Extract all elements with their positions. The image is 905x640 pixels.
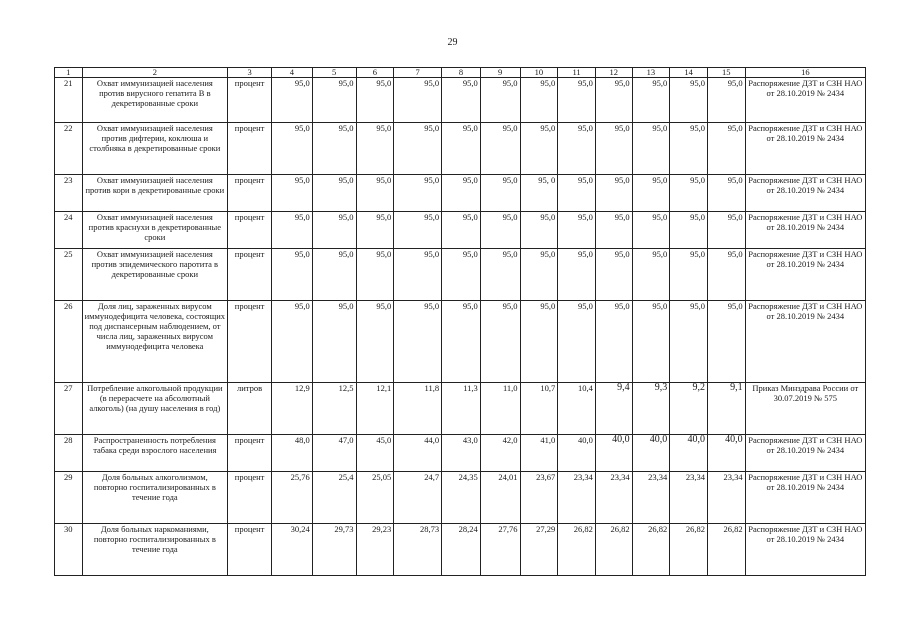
value-cell: 95,0 [707, 78, 745, 123]
table-row [55, 249, 866, 301]
value-cell: 95,0 [442, 249, 481, 301]
value-cell: 95,0 [312, 78, 356, 123]
value-cell: 95,0 [312, 249, 356, 301]
value-cell: 40,0 [558, 435, 596, 472]
row-number: 24 [55, 212, 83, 249]
source-document: Распоряжение ДЗТ и СЗН НАО от 28.10.2019 № 2434 [745, 123, 865, 175]
indicator-name: Доля лиц, зараженных вирусом иммунодефицита человека, состоящих под диспансерным наблюдением, от числа лиц, зараженных вирусом иммунодефицита человека [82, 301, 228, 383]
unit-cell: процент [228, 524, 272, 576]
source-document: Распоряжение ДЗТ и СЗН НАО от 28.10.2019 № 2434 [745, 249, 865, 301]
value-cell: 95,0 [520, 249, 558, 301]
value-cell: 45,0 [356, 435, 394, 472]
row-number: 29 [55, 472, 83, 524]
value-cell: 26,82 [707, 524, 745, 576]
indicator-name: Доля больных алкоголизмом, повторно госпитализированных в течение года [82, 472, 228, 524]
unit-cell: процент [228, 249, 272, 301]
indicator-name: Охват иммунизацией населения против дифтерии, коклюша и столбняка в декретированные сроки [82, 123, 228, 175]
value-cell: 95,0 [707, 175, 745, 212]
value-cell: 95,0 [632, 301, 670, 383]
value-cell: 95,0 [480, 78, 520, 123]
column-header: 1 [55, 68, 83, 78]
column-header: 12 [595, 68, 632, 78]
row-number: 25 [55, 249, 83, 301]
value-cell: 26,82 [632, 524, 670, 576]
page-number: 29 [447, 37, 458, 48]
value-cell: 9,2 [670, 383, 708, 435]
source-document: Распоряжение ДЗТ и СЗН НАО от 28.10.2019 № 2434 [745, 175, 865, 212]
value-cell: 28,73 [394, 524, 442, 576]
source-document: Распоряжение ДЗТ и СЗН НАО от 28.10.2019 № 2434 [745, 435, 865, 472]
unit-cell: литров [228, 383, 272, 435]
column-header: 7 [394, 68, 442, 78]
column-header: 3 [228, 68, 272, 78]
value-cell: 10,4 [558, 383, 596, 435]
column-header: 14 [670, 68, 708, 78]
value-cell: 23,34 [670, 472, 708, 524]
value-cell: 95,0 [520, 212, 558, 249]
value-cell: 95,0 [670, 249, 708, 301]
row-number: 28 [55, 435, 83, 472]
value-cell: 95,0 [707, 301, 745, 383]
value-cell: 95,0 [595, 249, 632, 301]
value-cell: 95,0 [558, 301, 596, 383]
source-document: Приказ Минздрава России от 30.07.2019 № 575 [745, 383, 865, 435]
value-cell: 95,0 [442, 123, 481, 175]
value-cell: 12,5 [312, 383, 356, 435]
value-cell: 41,0 [520, 435, 558, 472]
value-cell: 24,7 [394, 472, 442, 524]
value-cell: 9,1 [707, 383, 745, 435]
table-row [55, 383, 866, 435]
table-row [55, 524, 866, 576]
value-cell: 95,0 [271, 123, 312, 175]
value-cell: 95,0 [632, 249, 670, 301]
value-cell: 23,67 [520, 472, 558, 524]
value-cell: 28,24 [442, 524, 481, 576]
value-cell: 95,0 [356, 78, 394, 123]
value-cell: 29,23 [356, 524, 394, 576]
table-row [55, 175, 866, 212]
value-cell: 24,01 [480, 472, 520, 524]
value-cell: 95,0 [520, 123, 558, 175]
value-cell: 26,82 [670, 524, 708, 576]
column-header: 2 [82, 68, 228, 78]
value-cell: 11,0 [480, 383, 520, 435]
value-cell: 95,0 [442, 78, 481, 123]
value-cell: 95,0 [271, 175, 312, 212]
unit-cell: процент [228, 212, 272, 249]
row-number: 22 [55, 123, 83, 175]
value-cell: 95,0 [394, 301, 442, 383]
value-cell: 95,0 [271, 78, 312, 123]
value-cell: 95,0 [356, 249, 394, 301]
value-cell: 95,0 [271, 212, 312, 249]
value-cell: 95,0 [312, 123, 356, 175]
source-document: Распоряжение ДЗТ и СЗН НАО от 28.10.2019 № 2434 [745, 524, 865, 576]
table-row [55, 78, 866, 123]
value-cell: 42,0 [480, 435, 520, 472]
value-cell: 9,3 [632, 383, 670, 435]
value-cell: 12,9 [271, 383, 312, 435]
table-header-row [55, 68, 866, 78]
value-cell: 95,0 [670, 123, 708, 175]
value-cell: 23,34 [558, 472, 596, 524]
value-cell: 95,0 [271, 301, 312, 383]
value-cell: 23,34 [632, 472, 670, 524]
value-cell: 95,0 [632, 212, 670, 249]
table-row [55, 212, 866, 249]
value-cell: 95,0 [394, 78, 442, 123]
value-cell: 23,34 [595, 472, 632, 524]
value-cell: 25,4 [312, 472, 356, 524]
value-cell: 95,0 [707, 123, 745, 175]
unit-cell: процент [228, 123, 272, 175]
unit-cell: процент [228, 435, 272, 472]
value-cell: 95,0 [558, 212, 596, 249]
value-cell: 95,0 [312, 175, 356, 212]
value-cell: 95,0 [394, 123, 442, 175]
value-cell: 27,76 [480, 524, 520, 576]
column-header: 4 [271, 68, 312, 78]
column-header: 15 [707, 68, 745, 78]
value-cell: 30,24 [271, 524, 312, 576]
column-header: 6 [356, 68, 394, 78]
value-cell: 95,0 [356, 301, 394, 383]
value-cell: 95,0 [670, 301, 708, 383]
value-cell: 95,0 [595, 123, 632, 175]
value-cell: 25,05 [356, 472, 394, 524]
value-cell: 95,0 [707, 212, 745, 249]
value-cell: 23,34 [707, 472, 745, 524]
value-cell: 44,0 [394, 435, 442, 472]
table-row [55, 123, 866, 175]
column-header: 13 [632, 68, 670, 78]
table-row [55, 301, 866, 383]
column-header: 11 [558, 68, 596, 78]
value-cell: 95,0 [670, 212, 708, 249]
value-cell: 95,0 [442, 212, 481, 249]
value-cell: 95,0 [480, 212, 520, 249]
indicator-name: Охват иммунизацией населения против эпидемического паротита в декретированные сроки [82, 249, 228, 301]
value-cell: 95,0 [394, 212, 442, 249]
value-cell: 40,0 [707, 435, 745, 472]
value-cell: 11,3 [442, 383, 481, 435]
row-number: 27 [55, 383, 83, 435]
source-document: Распоряжение ДЗТ и СЗН НАО от 28.10.2019 № 2434 [745, 78, 865, 123]
value-cell: 95,0 [632, 175, 670, 212]
column-header: 10 [520, 68, 558, 78]
indicator-name: Охват иммунизацией населения против краснухи в декретированные сроки [82, 212, 228, 249]
unit-cell: процент [228, 301, 272, 383]
source-document: Распоряжение ДЗТ и СЗН НАО от 28.10.2019 № 2434 [745, 472, 865, 524]
indicator-name: Охват иммунизацией населения против кори в декретированные сроки [82, 175, 228, 212]
value-cell: 95,0 [670, 78, 708, 123]
value-cell: 9,4 [595, 383, 632, 435]
value-cell: 95,0 [595, 301, 632, 383]
source-document: Распоряжение ДЗТ и СЗН НАО от 28.10.2019 № 2434 [745, 212, 865, 249]
value-cell: 95,0 [480, 249, 520, 301]
source-document: Распоряжение ДЗТ и СЗН НАО от 28.10.2019 № 2434 [745, 301, 865, 383]
value-cell: 95,0 [632, 123, 670, 175]
unit-cell: процент [228, 472, 272, 524]
value-cell: 95,0 [558, 78, 596, 123]
value-cell: 95,0 [442, 301, 481, 383]
value-cell: 43,0 [442, 435, 481, 472]
value-cell: 95,0 [394, 175, 442, 212]
value-cell: 40,0 [670, 435, 708, 472]
value-cell: 95,0 [356, 212, 394, 249]
indicator-name: Распространенность потребления табака среди взрослого населения [82, 435, 228, 472]
value-cell: 26,82 [558, 524, 596, 576]
row-number: 21 [55, 78, 83, 123]
value-cell: 40,0 [595, 435, 632, 472]
table-row [55, 435, 866, 472]
value-cell: 26,82 [595, 524, 632, 576]
value-cell: 27,29 [520, 524, 558, 576]
row-number: 23 [55, 175, 83, 212]
value-cell: 95,0 [595, 78, 632, 123]
value-cell: 11,8 [394, 383, 442, 435]
value-cell: 10,7 [520, 383, 558, 435]
value-cell: 95,0 [595, 175, 632, 212]
value-cell: 95,0 [558, 249, 596, 301]
value-cell: 95,0 [558, 123, 596, 175]
value-cell: 48,0 [271, 435, 312, 472]
row-number: 30 [55, 524, 83, 576]
value-cell: 95,0 [558, 175, 596, 212]
value-cell: 95,0 [312, 301, 356, 383]
value-cell: 95,0 [480, 301, 520, 383]
value-cell: 95,0 [442, 175, 481, 212]
value-cell: 95,0 [520, 301, 558, 383]
unit-cell: процент [228, 175, 272, 212]
value-cell: 95,0 [480, 123, 520, 175]
value-cell: 47,0 [312, 435, 356, 472]
value-cell: 95,0 [670, 175, 708, 212]
value-cell: 95,0 [356, 123, 394, 175]
column-header: 9 [480, 68, 520, 78]
value-cell: 95,0 [480, 175, 520, 212]
value-cell: 40,0 [632, 435, 670, 472]
value-cell: 95, 0 [520, 175, 558, 212]
value-cell: 95,0 [632, 78, 670, 123]
indicators-table [54, 67, 866, 576]
indicator-name: Потребление алкогольной продукции (в перерасчете на абсолютный алкоголь) (на душу населения в год) [82, 383, 228, 435]
value-cell: 24,35 [442, 472, 481, 524]
column-header: 16 [745, 68, 865, 78]
row-number: 26 [55, 301, 83, 383]
value-cell: 95,0 [520, 78, 558, 123]
value-cell: 12,1 [356, 383, 394, 435]
value-cell: 95,0 [356, 175, 394, 212]
indicator-name: Доля больных наркоманиями, повторно госпитализированных в течение года [82, 524, 228, 576]
unit-cell: процент [228, 78, 272, 123]
value-cell: 25,76 [271, 472, 312, 524]
value-cell: 95,0 [394, 249, 442, 301]
column-header: 8 [442, 68, 481, 78]
value-cell: 29,73 [312, 524, 356, 576]
value-cell: 95,0 [312, 212, 356, 249]
column-header: 5 [312, 68, 356, 78]
indicator-name: Охват иммунизацией населения против вирусного гепатита В в декретированные сроки [82, 78, 228, 123]
value-cell: 95,0 [707, 249, 745, 301]
value-cell: 95,0 [595, 212, 632, 249]
value-cell: 95,0 [271, 249, 312, 301]
table-row [55, 472, 866, 524]
